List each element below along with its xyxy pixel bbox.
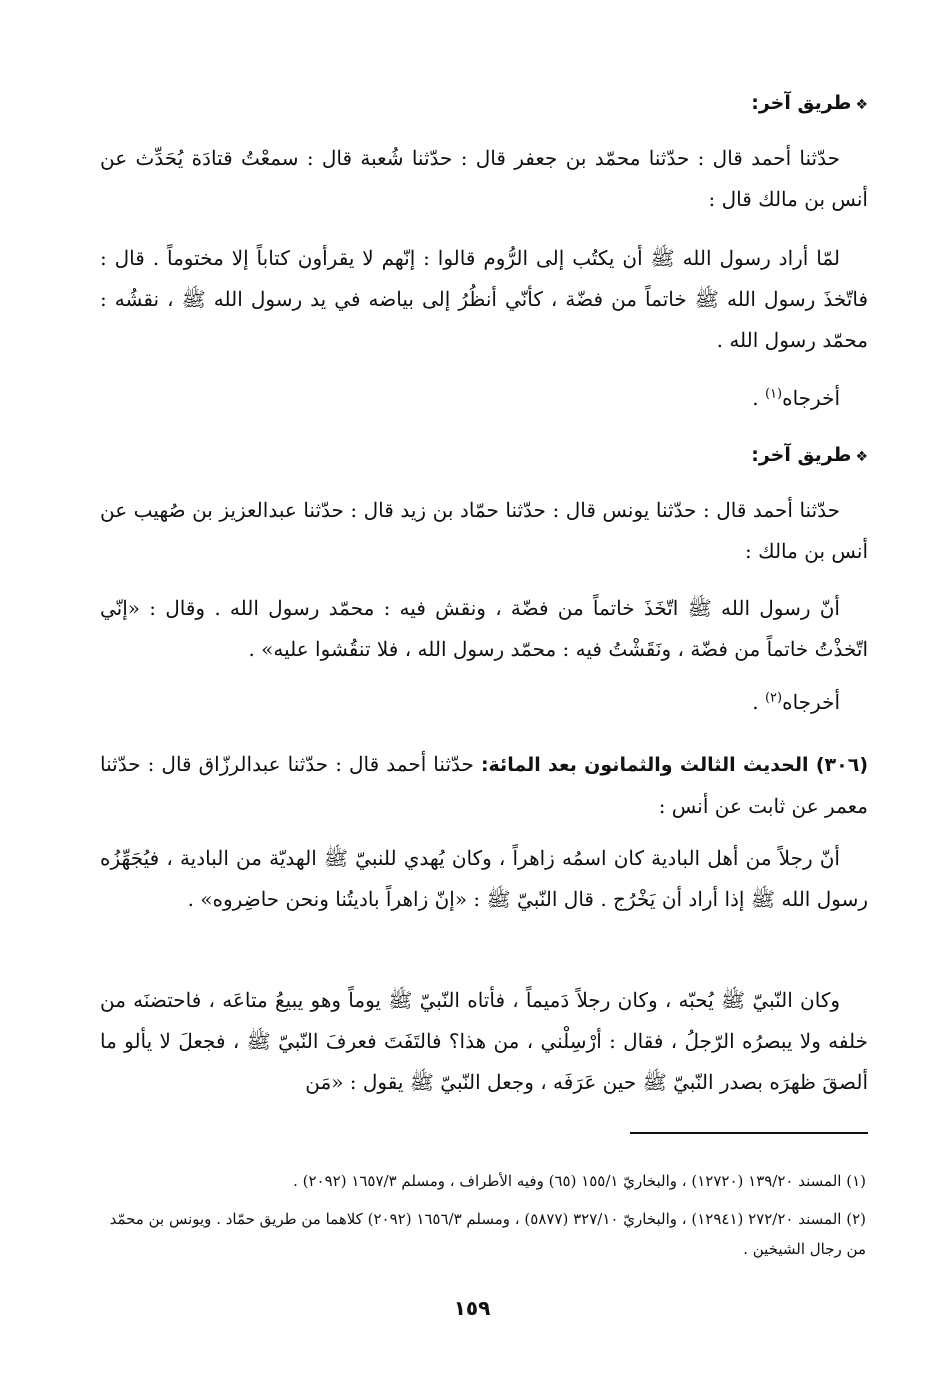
takhrij-end: . [752,690,765,714]
isnad-paragraph: حدّثنا أحمد قال : حدّثنا يونس قال : حدّثنا حمّاد بن زيد قال : حدّثنا عبدالعزيز بن صُهيب عن أنس بن مالك : [100,498,868,563]
takhrij-text: أخرجاه [782,386,840,410]
takhrij-end: . [752,386,765,410]
footnote-2: (٢) المسند ٢٧٢/٢٠ (١٢٩٤١) ، والبخاريّ ٣٢٧/١٠ (٥٨٧٧) ، ومسلم ١٦٥٦/٣ (٢٠٩٢) كلاهما من طريق حمّاد . ويونس بن محمّد من رجال الشيخين . [109,1210,866,1258]
footnote-ref[interactable]: (١) [764,386,783,402]
diamond-bullet-icon: ❖ [855,449,868,465]
takhrij-text: أخرجاه [782,690,840,714]
isnad-paragraph: حدّثنا أحمد قال : حدّثنا محمّد بن جعفر قال : حدّثنا شُعبة قال : سمعْتُ قتادَة يُحَدِّث عن أنس بن مالك قال : [100,146,868,211]
matn-paragraph: أنّ رسول الله ﷺ اتّخَذَ خاتماً من فضّة ، ونقش فيه : محمّد رسول الله . وقال : «إنّي اتّخذْتُ خاتماً من فضّة ، ونَقَشْتُ فيه : محمّد رسول الله ، فلا تنقُشوا عليه» . [100,596,868,661]
takhrij-line [100,378,868,419]
section-heading [751,88,868,120]
section-heading [751,440,868,472]
hadith-title: (٣٠٦) الحديث الثالث والثمانون بعد المائة: [480,754,868,776]
takhrij-line [100,682,868,723]
matn-paragraph: لمّا أراد رسول الله ﷺ أن يكتُب إلى الرُّوم قالوا : إنّهم لا يقرأون كتاباً إلا مختوماً . قال : فاتّخذَ رسول الله ﷺ خاتماً من فضّة ، كأنّي أنظُرُ إلى بياضه في يد رسول الله ﷺ ، نقشُه : محمّد رسول الله . [100,246,868,352]
hadith-paragraph: وكان النّبيّ ﷺ يُحبّه ، وكان رجلاً دَميماً ، فأتاه النّبيّ ﷺ يوماً وهو يبيعُ متاعَه ، فاحتضنَه من خلفه ولا يبصرُه الرّجلُ ، فقال : أرْسِلْني ، من هذا؟ فالتَفَتَ فعرفَ النّبيّ ﷺ ، فجعلَ لا يألو ما ألصقَ ظهرَه بصدر النّبيّ ﷺ حين عَرَفَه ، وجعل النّبيّ ﷺ يقول : «مَن [100,988,868,1094]
hadith-header-paragraph [100,744,868,827]
section-heading-text: طريق آخر: [751,92,852,114]
page-number: ١٥٩ [453,1296,491,1320]
diamond-bullet-icon: ❖ [855,97,868,113]
footnote-1: (١) المسند ١٣٩/٢٠ (١٢٧٢٠) ، والبخاريّ ١٥٥/١ (٦٥) وفيه الأطراف ، ومسلم ١٦٥٧/٣ (٢٠٩٢) . [293,1172,866,1190]
hadith-isnad: حدّثنا أحمد قال : حدّثنا عبدالرزّاق قال : حدّثنا معمر عن ثابت عن أنس : [100,752,868,818]
footnote-divider [630,1132,868,1134]
footnote-ref[interactable]: (٢) [764,690,783,706]
hadith-paragraph: أنّ رجلاً من أهل البادية كان اسمُه زاهراً ، وكان يُهدي للنبيّ ﷺ الهديّة من البادية ، فيُجَهِّزُه رسول الله ﷺ إذا أراد أن يَخْرُج . قال النّبيّ ﷺ : «إنّ زاهراً باديتُنا ونحن حاضِروه» . [100,846,868,911]
section-heading-text: طريق آخر: [751,444,852,466]
